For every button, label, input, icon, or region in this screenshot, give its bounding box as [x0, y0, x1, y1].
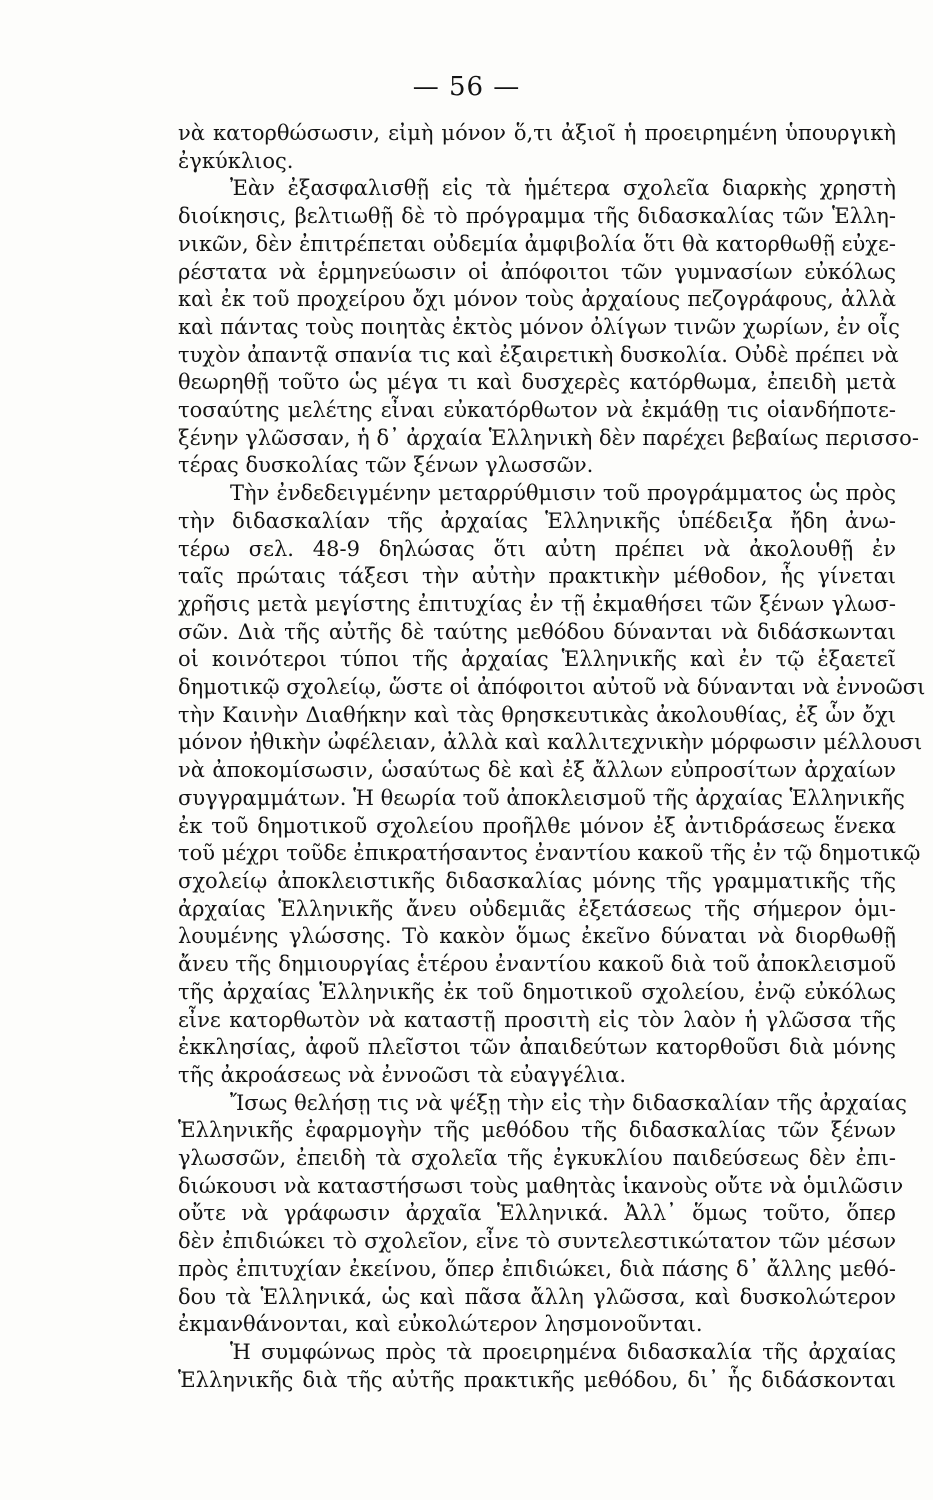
text-line: εἶνε κατορθωτὸν νὰ καταστῇ προσιτὴ εἰς τὸν λαὸν ἡ γλῶσσα τῆς	[178, 1007, 896, 1032]
text-line: τῆς ἀκροάσεως νὰ ἐννοῶσι τὰ εὐαγγέλια.	[178, 1062, 627, 1087]
text-line: τὴν διδασκαλίαν τῆς ἀρχαίας Ἑλληνικῆς ὑπέδειξα ἤδη ἀνω-	[178, 508, 896, 533]
text-line: δὲν ἐπιδιώκει τὸ σχολεῖον, εἶνε τὸ συντελεστικώτατον τῶν μέσων	[178, 1229, 896, 1254]
text-line: τὴν Καινὴν Διαθήκην καὶ τὰς θρησκευτικὰς ἀκολουθίας, ἐξ ὧν ὄχι	[178, 702, 896, 727]
text-line: Ἐὰν ἐξασφαλισθῇ εἰς τὰ ἡμέτερα σχολεῖα διαρκὴς χρηστὴ	[230, 176, 896, 201]
text-line: καὶ πάντας τοὺς ποιητὰς ἐκτὸς μόνον ὀλίγων τινῶν χωρίων, ἐν οἷς	[178, 314, 900, 339]
text-line: σῶν. Διὰ τῆς αὐτῆς δὲ ταύτης μεθόδου δύνανται νὰ διδάσκωνται	[178, 619, 896, 644]
text-line: Τὴν ἐνδεδειγμένην μεταρρύθμισιν τοῦ προγράμματος ὡς πρὸς	[230, 481, 896, 506]
text-line: σχολείῳ ἀποκλειστικῆς διδασκαλίας μόνης τῆς γραμματικῆς τῆς	[178, 868, 896, 893]
text-line: συγγραμμάτων. Ἡ θεωρία τοῦ ἀποκλεισμοῦ τῆς ἀρχαίας Ἑλληνικῆς	[178, 785, 905, 810]
text-line: νὰ κατορθώσωσιν, εἰμὴ μόνον ὅ,τι ἀξιοῖ ἡ προειρημένη ὑπουργικὴ	[178, 121, 896, 145]
text-line: Ἑλληνικῆς διὰ τῆς αὐτῆς πρακτικῆς μεθόδου, δι᾽ ἧς διδάσκονται	[178, 1367, 896, 1392]
text-line: χρῆσις μετὰ μεγίστης ἐπιτυχίας ἐν τῇ ἐκμαθήσει τῶν ξένων γλωσ-	[178, 591, 896, 616]
text-line: δου τὰ Ἑλληνικά, ὡς καὶ πᾶσα ἄλλη γλῶσσα, καὶ δυσκολώτερον	[178, 1284, 896, 1309]
text-line: Ἴσως θελήσῃ τις νὰ ψέξῃ τὴν εἰς τὴν διδασκαλίαν τῆς ἀρχαίας	[230, 1090, 907, 1115]
text-line: τοῦ μέχρι τοῦδε ἐπικρατήσαντος ἐναντίου κακοῦ τῆς ἐν τῷ δημοτικῷ	[178, 841, 921, 866]
text-line: λουμένης γλώσσης. Τὸ κακὸν ὅμως ἐκεῖνο δύναται νὰ διορθωθῇ	[178, 924, 896, 949]
text-line: ταῖς πρώταις τάξεσι τὴν αὐτὴν πρακτικὴν μέθοδον, ἧς γίνεται	[178, 564, 896, 589]
text-line: Ἡ συμφώνως πρὸς τὰ προειρημένα διδασκαλία τῆς ἀρχαίας	[230, 1339, 896, 1364]
text-line: ἀρχαίας Ἑλληνικῆς ἄνευ οὐδεμιᾶς ἐξετάσεως τῆς σήμερον ὁμι-	[178, 896, 896, 921]
text-line: τέρω σελ. 48-9 δηλώσας ὅτι αὐτη πρέπει νὰ ἀκολουθῇ ἐν	[178, 536, 896, 561]
text-line: οὔτε νὰ γράφωσιν ἀρχαῖα Ἑλληνικά. Ἀλλ᾽ ὅμως τοῦτο, ὅπερ	[178, 1201, 896, 1226]
text-line: ἐγκύκλιος.	[178, 148, 294, 173]
text-line: τέρας δυσκολίας τῶν ξένων γλωσσῶν.	[178, 453, 594, 478]
text-line: ρέστατα νὰ ἑρμηνεύωσιν οἱ ἀπόφοιτοι τῶν γυμνασίων εὐκόλως	[178, 259, 896, 284]
text-line: γλωσσῶν, ἐπειδὴ τὰ σχολεῖα τῆς ἐγκυκλίου παιδεύσεως δὲν ἐπι-	[178, 1146, 896, 1171]
text-line: τοσαύτης μελέτης εἶναι εὐκατόρθωτον νὰ ἐκμάθῃ τις οἱανδήποτε-	[178, 398, 896, 423]
text-line: τῆς ἀρχαίας Ἑλληνικῆς ἐκ τοῦ δημοτικοῦ σχολείου, ἐνῷ εὐκόλως	[178, 979, 896, 1004]
text-line: νικῶν, δὲν ἐπιτρέπεται οὐδεμία ἀμφιβολία ὅτι θὰ κατορθωθῇ εὐχε-	[178, 231, 896, 256]
text-line: καὶ ἐκ τοῦ προχείρου ὄχι μόνον τοὺς ἀρχαίους πεζογράφους, ἀλλὰ	[178, 287, 896, 312]
text-line: τυχὸν ἀπαντᾷ σπανία τις καὶ ἐξαιρετικὴ δυσκολία. Οὐδὲ πρέπει νὰ	[178, 342, 899, 367]
text-line: ξένην γλῶσσαν, ἡ δ᾽ ἀρχαία Ἑλληνικὴ δὲν παρέχει βεβαίως περισσο-	[178, 425, 919, 450]
text-line: ἄνευ τῆς δημιουργίας ἑτέρου ἐναντίου κακοῦ διὰ τοῦ ἀποκλεισμοῦ	[178, 952, 896, 977]
text-line: ἐκκλησίας, ἀφοῦ πλεῖστοι τῶν ἀπαιδεύτων κατορθοῦσι διὰ μόνης	[178, 1035, 896, 1060]
body-text	[178, 120, 926, 1394]
text-line: ἐκ τοῦ δημοτικοῦ σχολείου προῆλθε μόνον ἐξ ἀντιδράσεως ἕνεκα	[178, 813, 896, 838]
text-line: νὰ ἀποκομίσωσιν, ὡσαύτως δὲ καὶ ἐξ ἄλλων εὐπροσίτων ἀρχαίων	[178, 758, 896, 783]
text-line: διώκουσι νὰ καταστήσωσι τοὺς μαθητὰς ἱκανοὺς οὔτε νὰ ὁμιλῶσιν	[178, 1173, 904, 1198]
text-line: μόνον ἠθικὴν ὠφέλειαν, ἀλλὰ καὶ καλλιτεχνικὴν μόρφωσιν μέλλουσι	[178, 730, 923, 755]
text-line: ἐκμανθάνονται, καὶ εὐκολώτερον λησμονοῦνται.	[178, 1312, 703, 1337]
text-line: πρὸς ἐπιτυχίαν ἐκείνου, ὅπερ ἐπιδιώκει, διὰ πάσης δ᾽ ἄλλης μεθό-	[178, 1256, 896, 1281]
text-line: Ἑλληνικῆς ἐφαρμογὴν τῆς μεθόδου τῆς διδασκαλίας τῶν ξένων	[178, 1118, 896, 1143]
text-line: θεωρηθῇ τοῦτο ὡς μέγα τι καὶ δυσχερὲς κατόρθωμα, ἐπειδὴ μετὰ	[178, 370, 896, 395]
text-line: διοίκησις, βελτιωθῇ δὲ τὸ πρόγραμμα τῆς διδασκαλίας τῶν Ἑλλη-	[178, 204, 896, 229]
text-line: δημοτικῷ σχολείῳ, ὥστε οἱ ἀπόφοιτοι αὐτοῦ νὰ δύνανται νὰ ἐννοῶσι	[178, 675, 926, 700]
text-line: οἱ κοινότεροι τύποι τῆς ἀρχαίας Ἑλληνικῆς καὶ ἐν τῷ ἑξαετεῖ	[178, 647, 896, 672]
page-number: — 56 —	[412, 72, 521, 102]
